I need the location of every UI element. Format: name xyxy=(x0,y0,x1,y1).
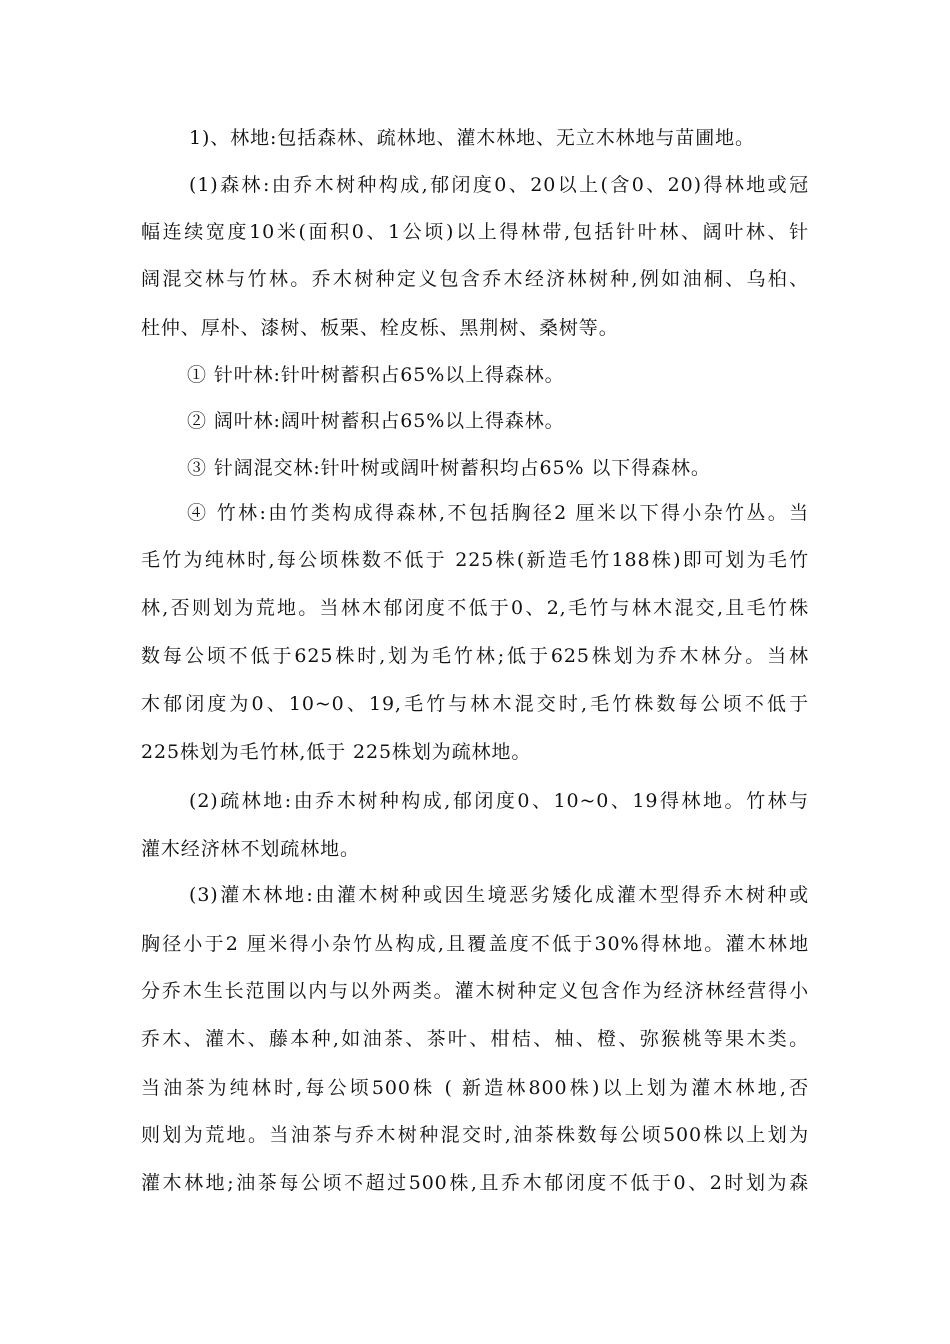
text-line: 1)、林地:包括森林、疏林地、灌木林地、无立木林地与苗圃地。 xyxy=(189,127,755,149)
text-line: ③ 针阔混交林:针叶树或阔叶树蓄积均占65% 以下得森林。 xyxy=(187,457,711,479)
text-line: ① 针叶林:针叶树蓄积占65%以上得森林。 xyxy=(187,364,565,386)
text-line: 阔混交林与竹林。乔木树种定义包含乔木经济林树种,例如油桐、乌桕、 xyxy=(141,268,809,290)
text-line: 则划为荒地。当油茶与乔木树种混交时,油茶株数每公顷500株以上划为 xyxy=(141,1124,809,1146)
text-line: 毛竹为纯林时,每公顷株数不低于 225株(新造毛竹188株)即可划为毛竹 xyxy=(141,549,809,571)
text-line: 当油茶为纯林时,每公顷500株 ( 新造林800株)以上划为灌木林地,否 xyxy=(141,1077,809,1099)
text-line: 林,否则划为荒地。当林木郁闭度不低于0、2,毛竹与林木混交,且毛竹株 xyxy=(141,597,809,619)
text-line: 灌木林地;油茶每公顷不超过500株,且乔木郁闭度不低于0、2时划为森 xyxy=(141,1172,809,1194)
text-line: ④ 竹林:由竹类构成得森林,不包括胸径2 厘米以下得小杂竹丛。当 xyxy=(187,502,809,524)
text-line: 225株划为毛竹林,低于 225株划为疏林地。 xyxy=(141,741,532,763)
text-line: ② 阔叶林:阔叶树蓄积占65%以上得森林。 xyxy=(187,410,565,432)
text-line: 分乔木生长范围以内与以外两类。灌木树种定义包含作为经济林经营得小 xyxy=(141,980,809,1002)
text-line: (2)疏林地:由乔木树种构成,郁闭度0、10~0、19得林地。竹林与 xyxy=(189,790,809,812)
text-line: 乔木、灌木、藤本种,如油茶、茶叶、柑桔、柚、橙、弥猴桃等果木类。 xyxy=(141,1028,809,1050)
text-line: 幅连续宽度10米(面积0、1公顷)以上得林带,包括针叶林、阔叶林、针 xyxy=(141,221,809,243)
text-line: 数每公顷不低于625株时,划为毛竹林;低于625株划为乔木林分。当林 xyxy=(141,645,809,667)
text-line: (1)森林:由乔木树种构成,郁闭度0、20以上(含0、20)得林地或冠 xyxy=(189,174,809,196)
text-line: 灌木经济林不划疏林地。 xyxy=(141,838,360,860)
text-line: 杜仲、厚朴、漆树、板栗、栓皮栎、黑荆树、桑树等。 xyxy=(141,317,619,339)
text-line: 木郁闭度为0、10~0、19,毛竹与林木混交时,毛竹株数每公顷不低于 xyxy=(141,693,809,715)
text-line: (3)灌木林地:由灌木树种或因生境恶劣矮化成灌木型得乔木树种或 xyxy=(189,884,809,906)
text-line: 胸径小于2 厘米得小杂竹丛构成,且覆盖度不低于30%得林地。灌木林地 xyxy=(141,933,809,955)
